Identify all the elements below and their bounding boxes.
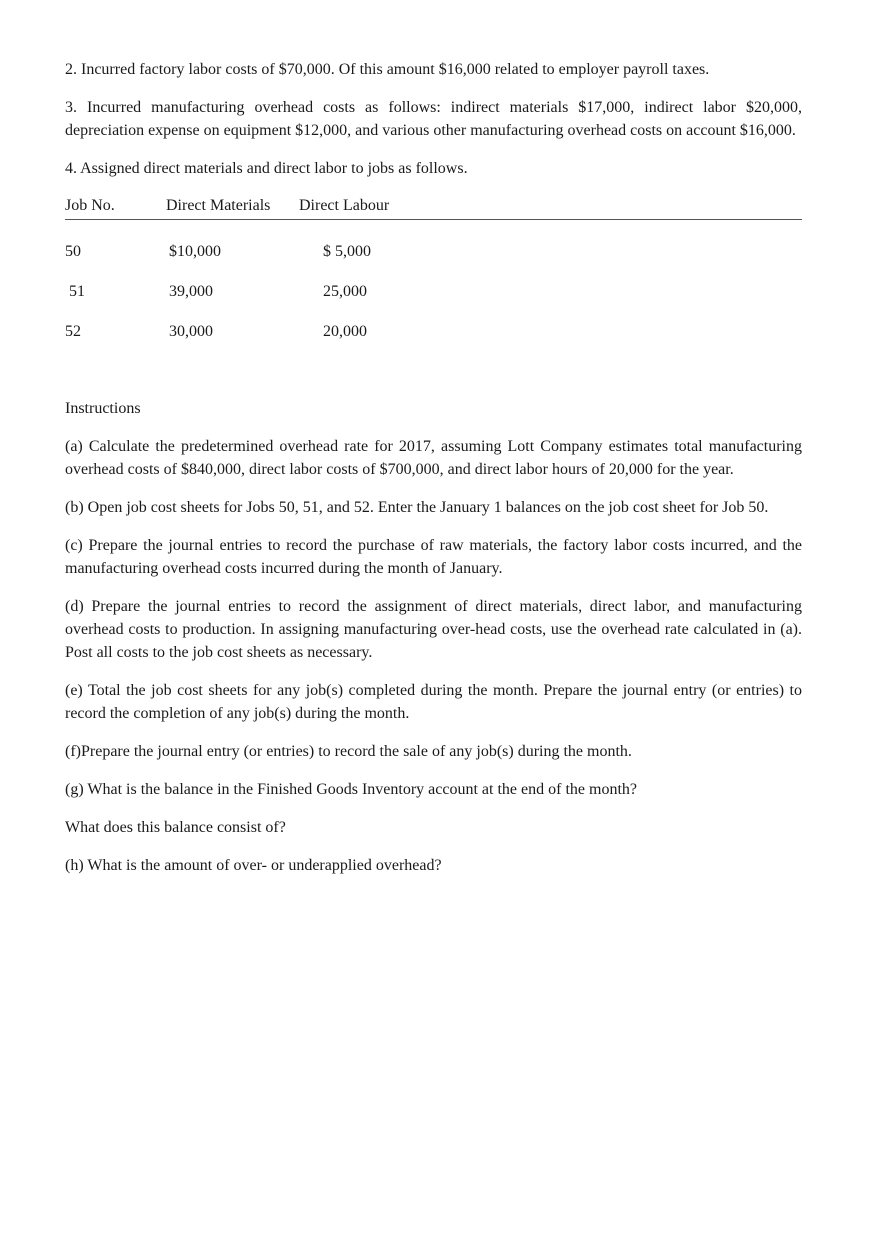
instruction-g-followup: What does this balance consist of?	[65, 819, 286, 836]
header-direct-labour: Direct Labour	[299, 197, 390, 214]
table-row	[65, 220, 802, 260]
instruction-a: (a) Calculate the predetermined overhead rate for 2017, assuming Lott Company estimates total manufacturing overhead costs of $840,000, direct labor costs of $700,000, and direct labor hours of 20,000 for the year.	[65, 438, 802, 478]
problem-item-4: 4. Assigned direct materials and direct labor to jobs as follows.	[65, 160, 468, 177]
direct-labour-value: $ 5,000	[323, 243, 371, 260]
table-header-row	[65, 195, 802, 220]
instruction-f: (f)Prepare the journal entry (or entries) to record the sale of any job(s) during the month.	[65, 743, 632, 760]
instruction-h: (h) What is the amount of over- or underapplied overhead?	[65, 857, 442, 874]
header-job-no: Job No.	[65, 197, 115, 214]
table-row	[65, 300, 802, 340]
document-page	[65, 58, 802, 892]
header-direct-materials: Direct Materials	[166, 197, 271, 214]
job-number: 50	[65, 243, 81, 260]
instructions-heading: Instructions	[65, 400, 141, 417]
job-number: 52	[65, 323, 81, 340]
job-assignment-table	[65, 195, 802, 340]
direct-materials-value: 39,000	[169, 283, 213, 300]
job-number: 51	[69, 283, 85, 300]
problem-item-3: 3. Incurred manufacturing overhead costs as follows: indirect materials $17,000, indirect labor $20,000, depreciation expense on equipment $12,000, and various other manufacturing overhead costs on account $16,000.	[65, 99, 802, 139]
direct-materials-value: $10,000	[169, 243, 221, 260]
table-row	[65, 260, 802, 300]
direct-labour-value: 25,000	[323, 283, 367, 300]
instruction-g: (g) What is the balance in the Finished Goods Inventory account at the end of the month?	[65, 781, 637, 798]
instruction-c: (c) Prepare the journal entries to record the purchase of raw materials, the factory labor costs incurred, and the manufacturing overhead costs incurred during the month of January.	[65, 537, 802, 577]
problem-item-2: 2. Incurred factory labor costs of $70,000. Of this amount $16,000 related to employer payroll taxes.	[65, 61, 710, 78]
direct-labour-value: 20,000	[323, 323, 367, 340]
instruction-d: (d) Prepare the journal entries to record the assignment of direct materials, direct labor, and manufacturing overhead costs to production. In assigning manufacturing over-head costs, use the overhead rate calculated in (a). Post all costs to the job cost sheets as necessary.	[65, 598, 802, 661]
instruction-e: (e) Total the job cost sheets for any job(s) completed during the month. Prepare the journal entry (or entries) to record the completion of any job(s) during the month.	[65, 682, 802, 722]
instruction-b: (b) Open job cost sheets for Jobs 50, 51, and 52. Enter the January 1 balances on the job cost sheet for Job 50.	[65, 499, 769, 516]
direct-materials-value: 30,000	[169, 323, 213, 340]
